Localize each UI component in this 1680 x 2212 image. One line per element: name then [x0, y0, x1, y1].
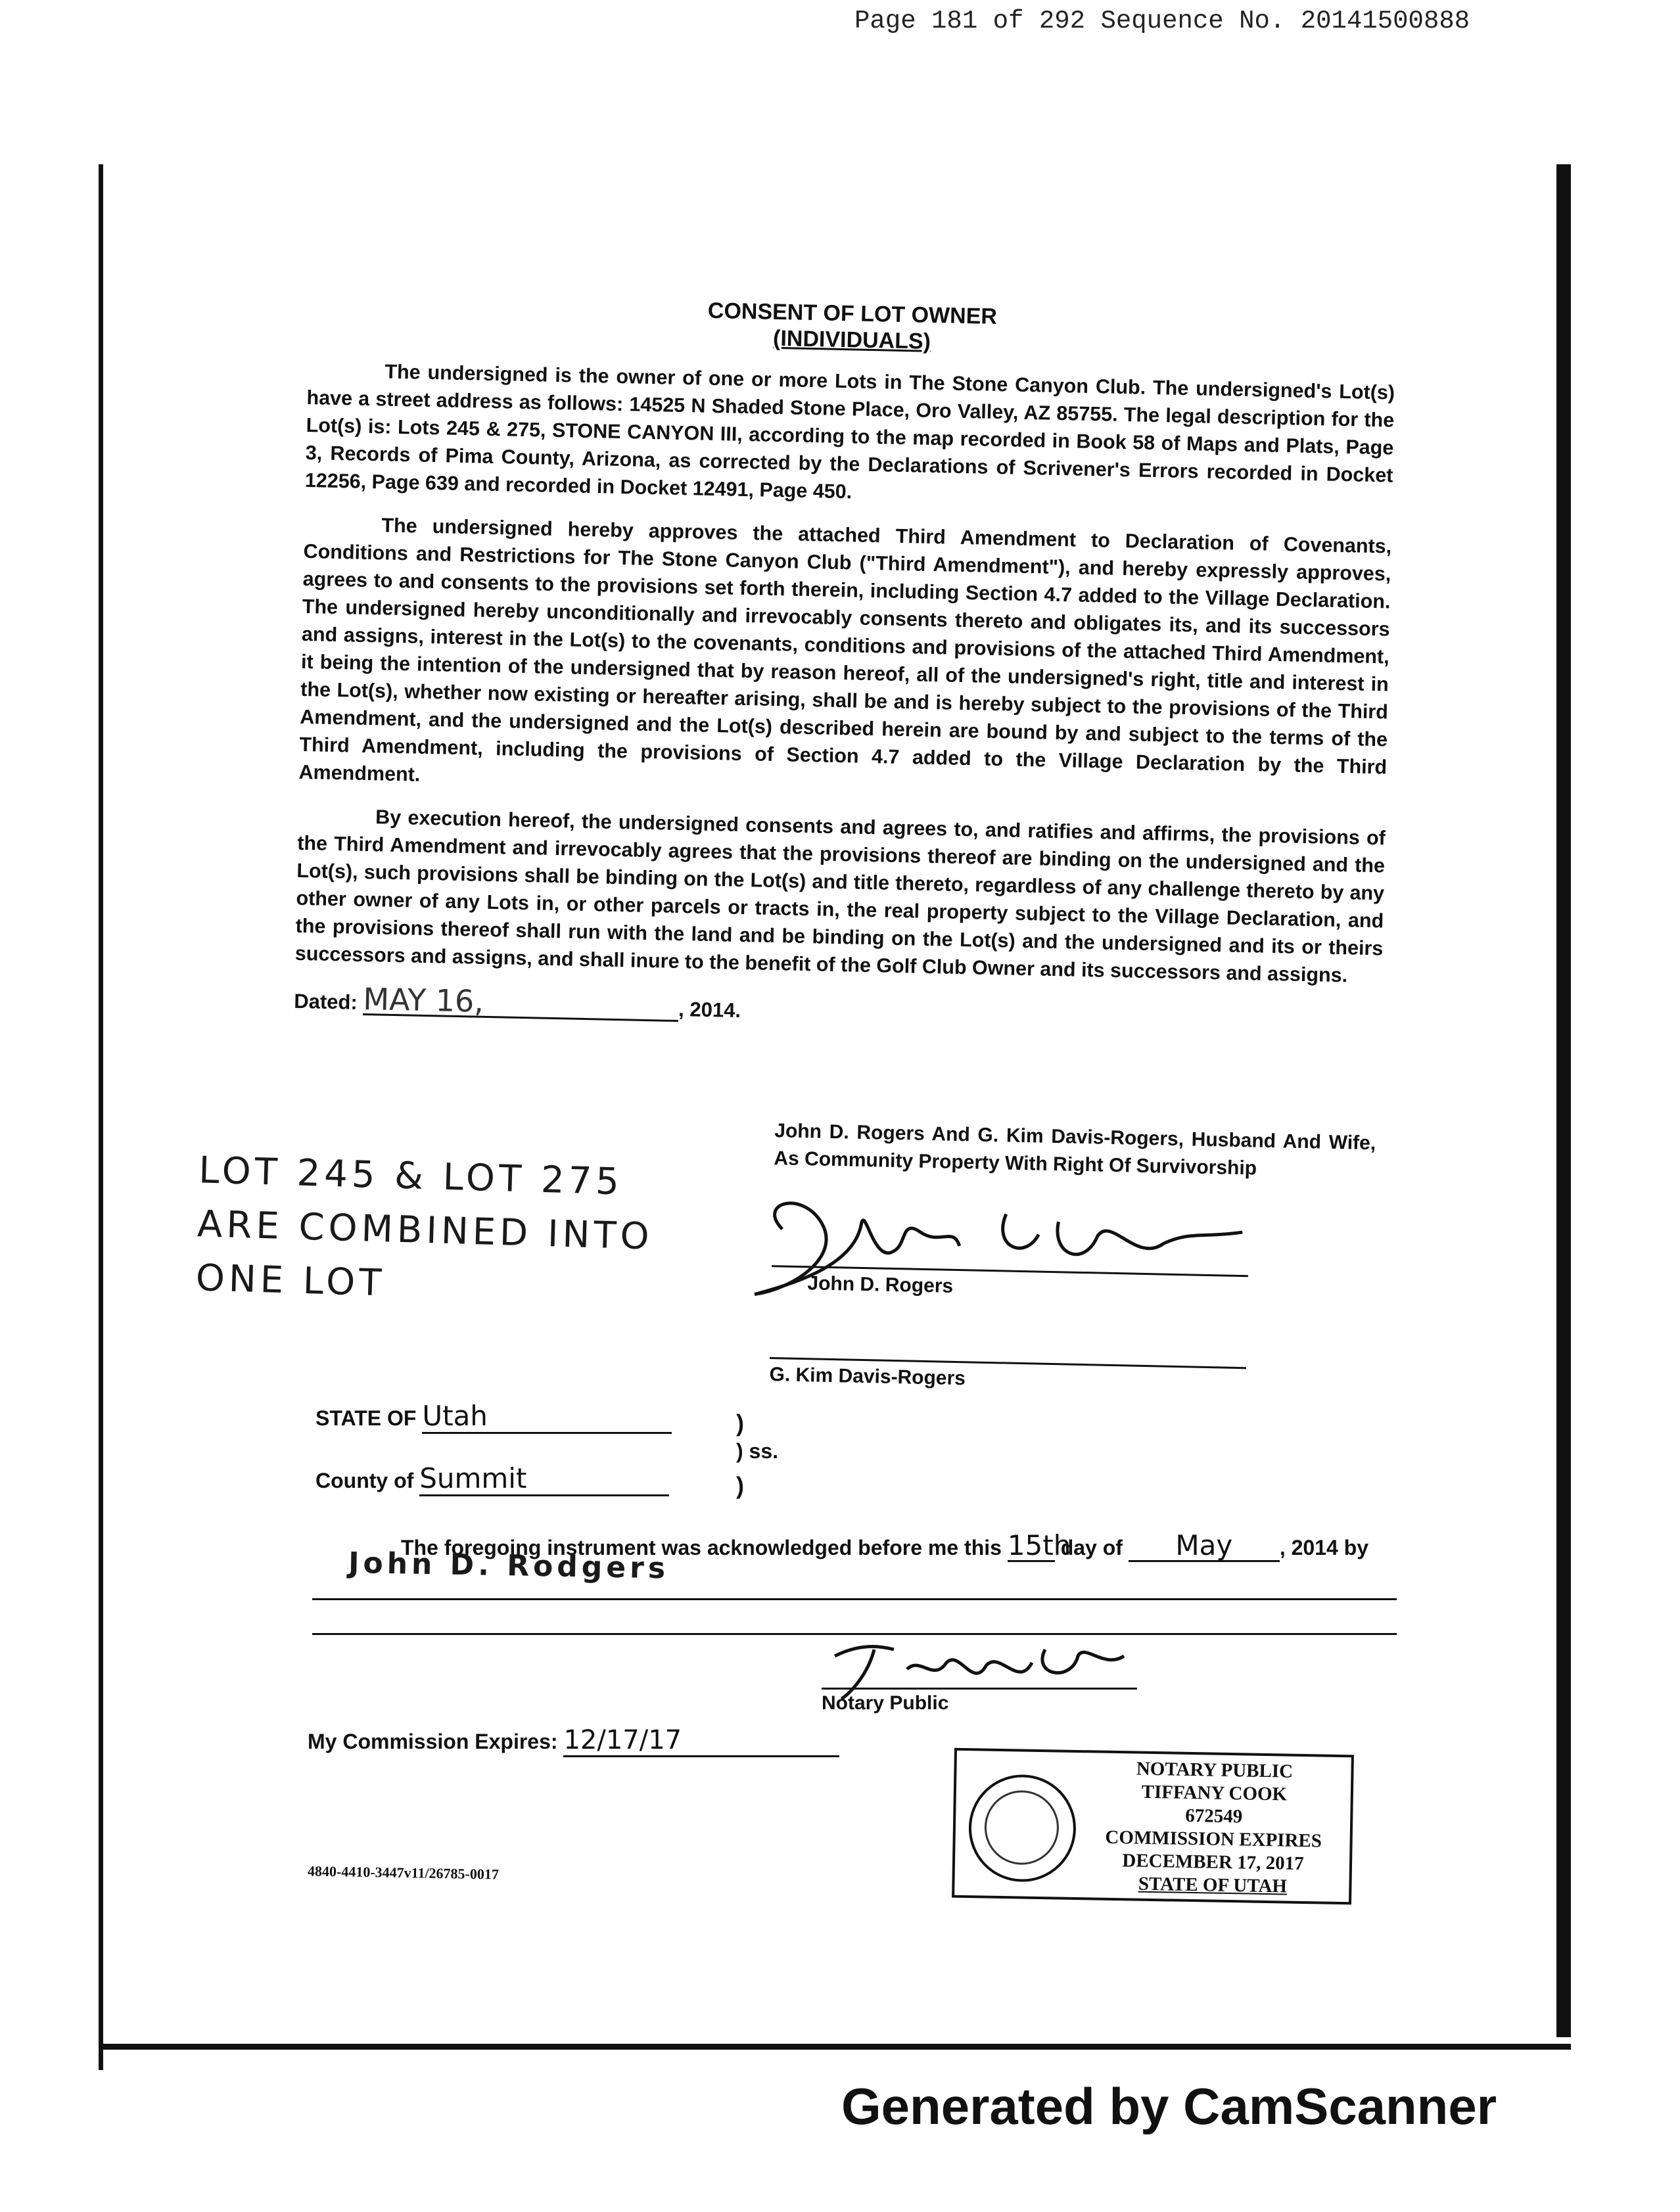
- note-line: LOT 245 & LOT 275: [198, 1149, 624, 1204]
- commission-label: My Commission Expires:: [308, 1730, 558, 1753]
- commission-row: [308, 1725, 839, 1757]
- stamp-text: [1083, 1757, 1345, 1899]
- county-value: Summit: [419, 1462, 669, 1496]
- stamp-line: COMMISSION EXPIRES: [1105, 1826, 1322, 1852]
- stamp-line: TIFFANY COOK: [1141, 1781, 1288, 1805]
- county-label: County of: [315, 1469, 414, 1492]
- state-seal-icon: [968, 1774, 1077, 1883]
- document-id: 4840-4410-3447v11/26785-0017: [307, 1862, 500, 1883]
- stamp-line: 672549: [1185, 1805, 1243, 1828]
- notary-signature-line: [822, 1688, 1137, 1690]
- ack-day: 15th: [1007, 1529, 1071, 1561]
- paragraph-execution: By execution hereof, the undersigned consents and agrees to, and ratifies and affirms, the provisions of the Third Amendment and irrevocably agrees that the provisions thereof are binding on the undersigned and the Lot(s), such provisions shall be binding on the Lot(s) and title thereto, regardless of any challenge thereto by any other owner of any Lots in, or other parcels or tracts in, the real property subject to the Village Declaration, and the provisions thereof shall run with the land and be binding on the Lot(s) and the undersigned and its or theirs successors and assigns, and shall inure to the benefit of the Golf Club Owner and its successors and assigns.: [294, 806, 1386, 987]
- ack-text: The foregoing instrument was acknowledged before me this: [401, 1536, 1002, 1559]
- signature-1-name: John D. Rogers: [807, 1272, 954, 1297]
- dated-label: Dated:: [293, 989, 358, 1014]
- ack-rule-1: [312, 1598, 1397, 1600]
- owners-caption: John D. Rogers And G. Kim Davis-Rogers, Husband And Wife, As Community Property With Right Of Survivorship: [774, 1120, 1376, 1180]
- scan-edge-left: [99, 164, 103, 2070]
- county-row: [315, 1462, 669, 1496]
- note-line: ARE COMBINED INTO: [197, 1203, 654, 1258]
- subtitle: (INDIVIDUALS): [772, 325, 931, 354]
- ss-label: ) ss.: [736, 1439, 779, 1463]
- commission-value: 12/17/17: [563, 1725, 839, 1757]
- paragraph-owner: The undersigned is the owner of one or more Lots in The Stone Canyon Club. The undersigned's Lot(s) have a street address as follows: 14525 N Shaded Stone Place, Oro Valley, AZ 85755. The legal description for the Lot(s) is: Lots 245 & 275, STONE CANYON III, according to the map recorded in Book 58 of Maps and Plats, Page 3, Records of Pima County, Arizona, as corrected by the Declarations of Scrivener's Errors recorded in Docket 12256, Page 639 and recorded in Docket 12491, Page 450.: [304, 360, 1395, 503]
- state-value: Utah: [422, 1400, 672, 1434]
- signature-2-name: G. Kim Davis-Rogers: [769, 1364, 966, 1390]
- state-label: STATE OF: [315, 1406, 417, 1430]
- scan-edge-right: [1556, 164, 1571, 2037]
- ack-day-label: day of: [1060, 1536, 1123, 1559]
- note-line: ONE LOT: [195, 1256, 386, 1305]
- bracket-top: ): [736, 1410, 744, 1437]
- scan-edge-bottom: [99, 2044, 1571, 2050]
- scan-header: Page 181 of 292 Sequence No. 20141500888: [854, 7, 1470, 35]
- stamp-line: STATE OF UTAH: [1138, 1873, 1288, 1897]
- notary-stamp: [952, 1748, 1354, 1905]
- camscanner-footer: Generated by CamScanner: [841, 2077, 1497, 2135]
- ack-year: , 2014 by: [1279, 1536, 1369, 1559]
- state-row: [315, 1400, 672, 1434]
- notary-label: Notary Public: [822, 1692, 949, 1714]
- acknowledgment: [309, 1531, 1407, 1587]
- paragraph-approval: The undersigned hereby approves the attached Third Amendment to Declaration of Covenants, Conditions and Restrictions for The Stone Canyon Club ("Third Amendment"), and hereby expressly approves, agrees to and consents to the provisions set forth therein, including Section 4.7 added to the Village Declaration. The undersigned hereby unconditionally and irrevocably consents thereto and obligates its, and its successors and assigns, interest in the Lot(s) to the covenants, conditions and provisions of the attached Third Amendment, it being the intention of the undersigned that by reason hereof, all of the undersigned's right, title and interest in the Lot(s), whether now existing or hereafter arising, shall be and is hereby subject to the provisions of the Third Amendment, and the undersigned and the Lot(s) described herein are bound by and subject to the terms of the Third Amendment, including the provisions of Section 4.7 added to the Village Declaration by the Third Amendment.: [298, 514, 1392, 786]
- signature-john-rogers: [741, 1182, 1309, 1319]
- ack-name: John D. Rodgers: [348, 1546, 670, 1586]
- ack-month: May: [1129, 1531, 1280, 1562]
- bracket-bottom: ): [736, 1472, 744, 1499]
- dated-row: [293, 980, 1382, 1039]
- dated-year: , 2014.: [678, 998, 741, 1022]
- stamp-line: NOTARY PUBLIC: [1136, 1758, 1294, 1782]
- dated-value: MAY 16,: [363, 984, 679, 1022]
- stamp-line: DECEMBER 17, 2017: [1122, 1850, 1304, 1875]
- handwritten-note: [195, 1143, 655, 1318]
- title: CONSENT OF LOT OWNER: [707, 298, 998, 329]
